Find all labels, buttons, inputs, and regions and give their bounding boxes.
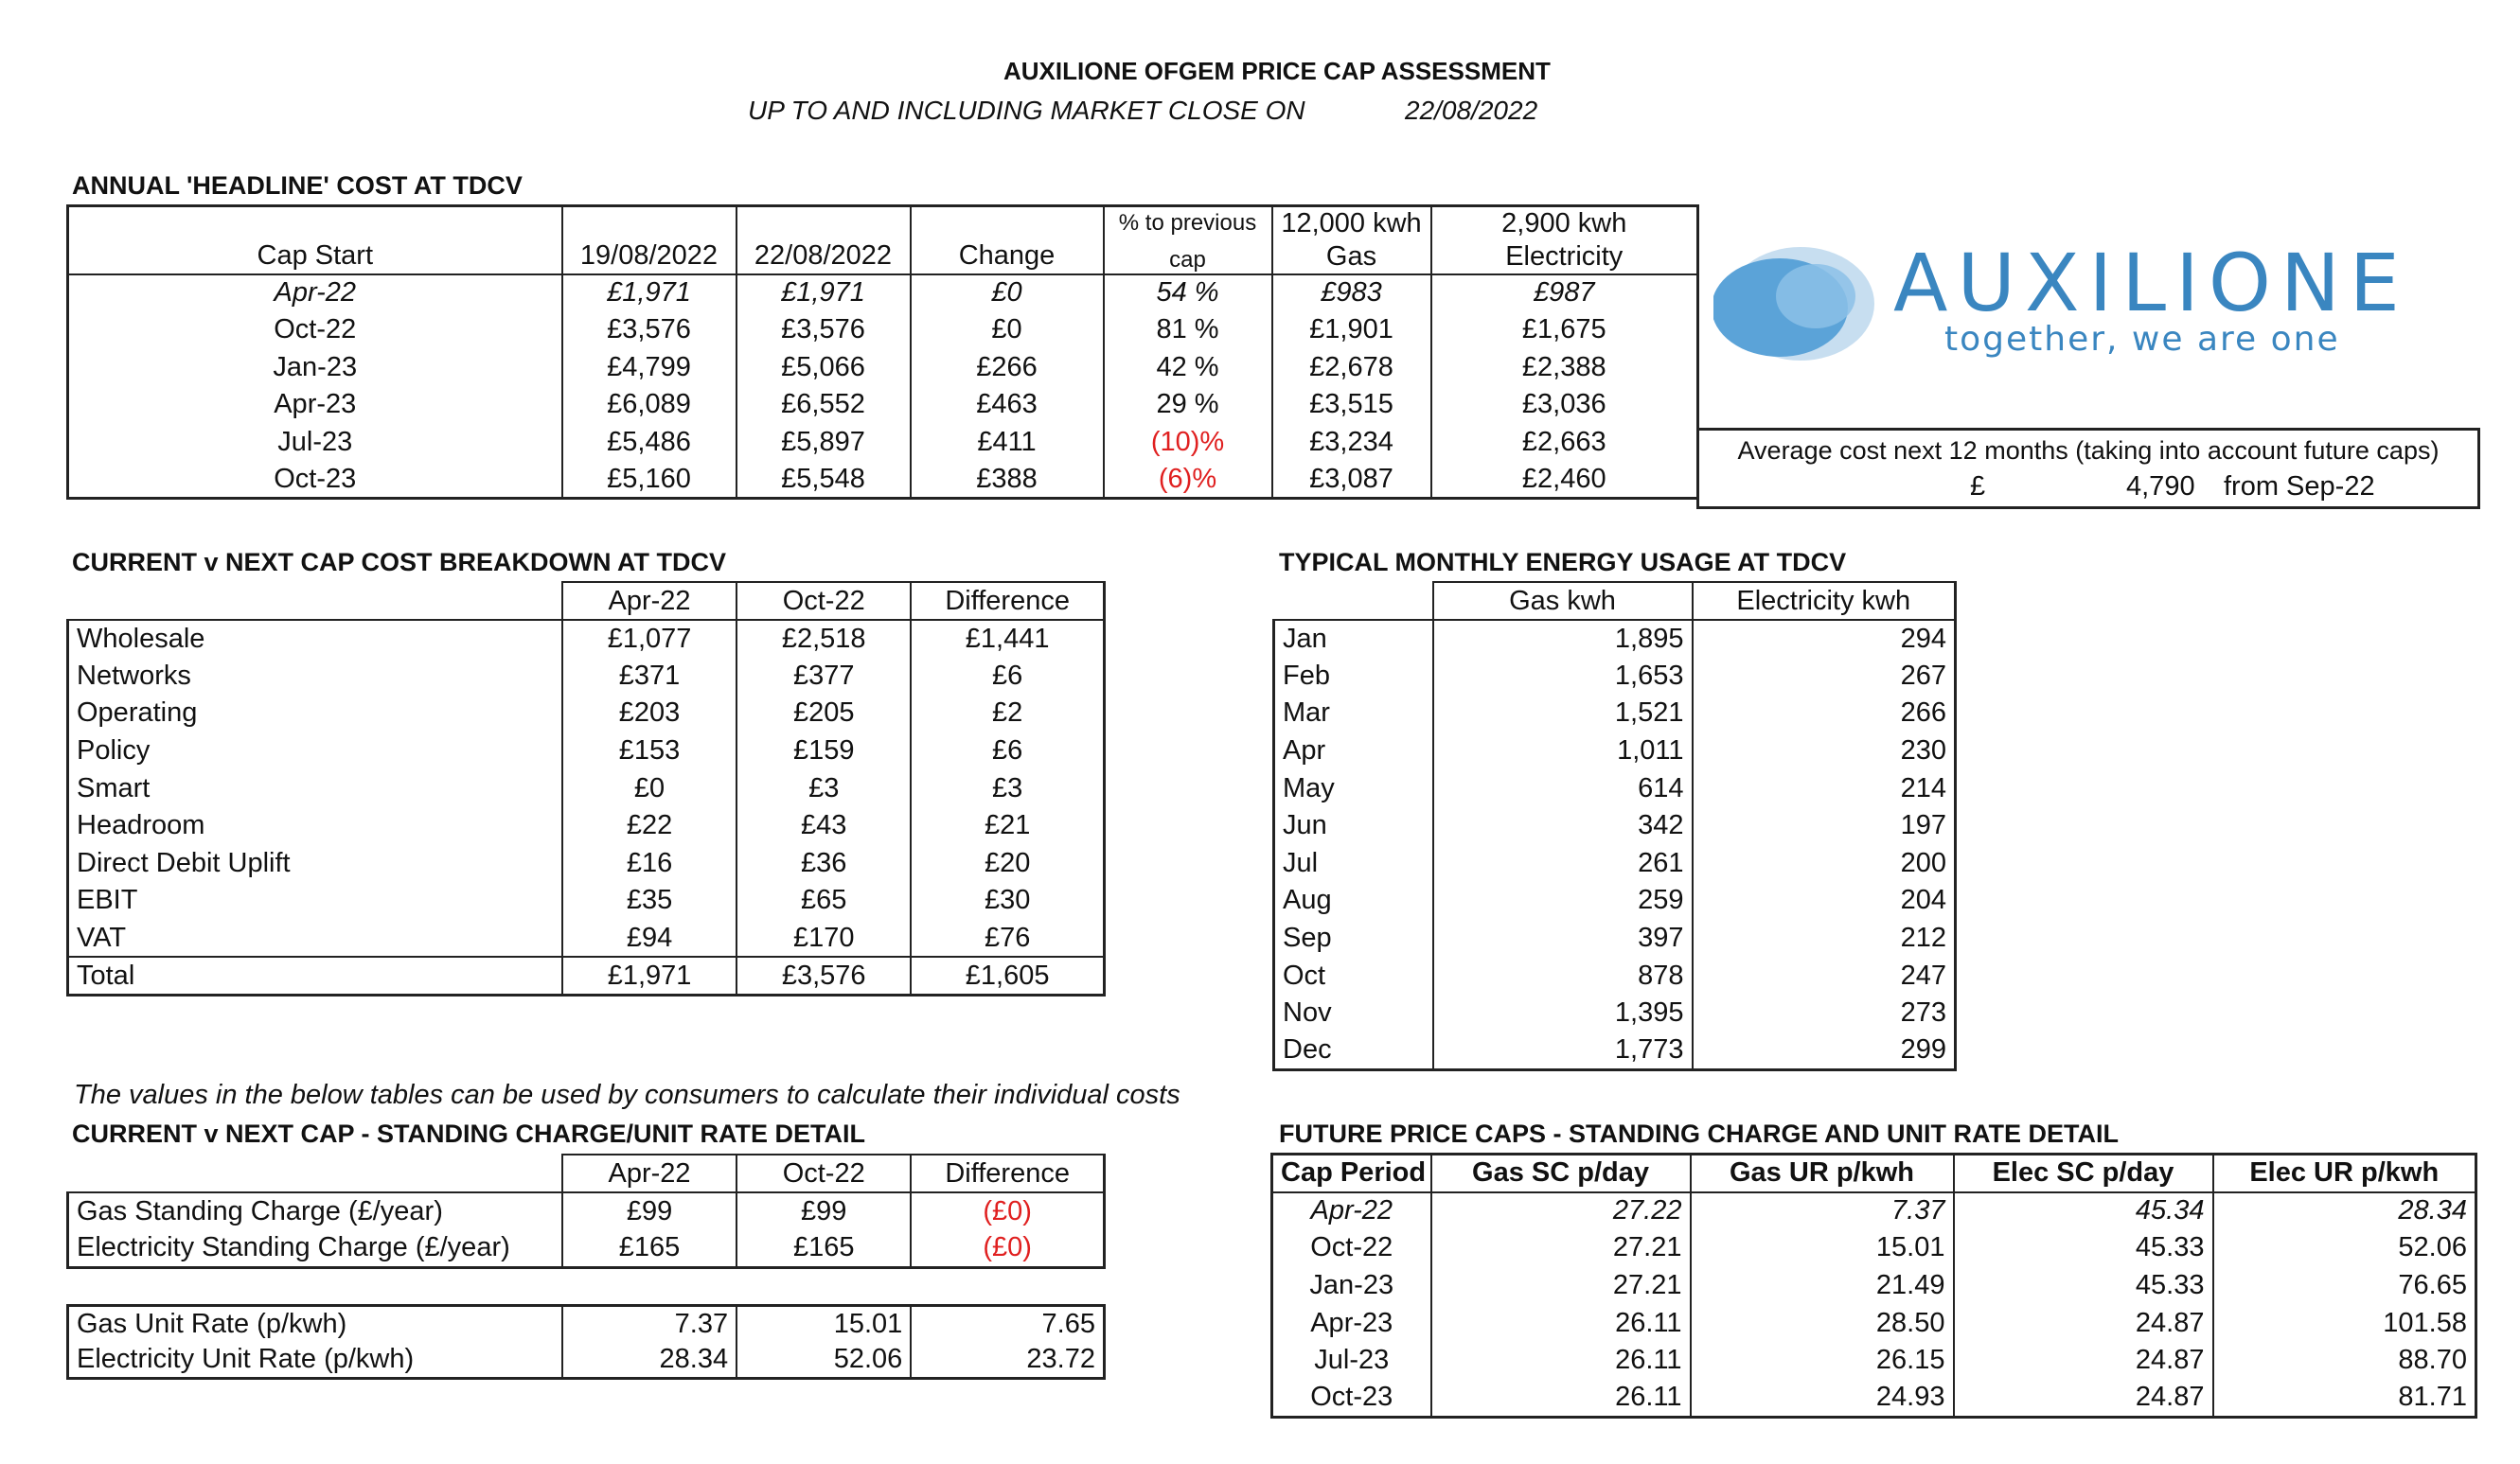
monthly-elec-cell: 267 bbox=[1693, 658, 1956, 696]
monthly-elec-cell: 266 bbox=[1693, 695, 1956, 732]
future-gas-ur-cell: 24.93 bbox=[1691, 1379, 1954, 1417]
col-cap-start: Cap Start bbox=[257, 239, 373, 271]
monthly-rows bbox=[1274, 620, 1956, 1069]
col-gas-line2: Gas bbox=[1272, 240, 1431, 274]
breakdown-oct22-cell: £170 bbox=[736, 920, 911, 958]
headline-gas-cost-cell: £983 bbox=[1272, 274, 1431, 312]
monthly-section-title: TYPICAL MONTHLY ENERGY USAGE AT TDCV bbox=[1279, 548, 1847, 576]
headline-change-cell: £411 bbox=[911, 424, 1104, 462]
headline-pct-previous-cell: 81 % bbox=[1104, 311, 1272, 349]
breakdown-oct22-cell: £43 bbox=[736, 807, 911, 845]
headline-gas-cost-cell: £3,234 bbox=[1272, 424, 1431, 462]
breakdown-total-apr22-cell: £1,971 bbox=[562, 957, 736, 995]
future-elec-sc-cell: 24.87 bbox=[1954, 1379, 2213, 1417]
breakdown-row bbox=[68, 695, 1105, 732]
headline-elec-cost-cell: £2,460 bbox=[1431, 461, 1698, 499]
breakdown-row bbox=[68, 658, 1105, 696]
headline-value-19-08-cell: £3,576 bbox=[562, 311, 736, 349]
headline-change-cell: £0 bbox=[911, 311, 1104, 349]
headline-elec-cost-cell: £987 bbox=[1431, 274, 1698, 312]
future-elec-ur-cell: 101.58 bbox=[2213, 1304, 2476, 1342]
breakdown-difference-cell: £6 bbox=[911, 732, 1104, 770]
standing-difference-cell: (£0) bbox=[911, 1192, 1104, 1230]
monthly-month-cell: Dec bbox=[1274, 1032, 1433, 1070]
future-col-gas-sc: Gas SC p/day bbox=[1431, 1155, 1691, 1192]
monthly-row bbox=[1274, 1032, 1956, 1070]
page-subtitle: UP TO AND INCLUDING MARKET CLOSE ON bbox=[748, 96, 1305, 125]
breakdown-total-oct22-cell: £3,576 bbox=[736, 957, 911, 995]
breakdown-table bbox=[66, 581, 1106, 997]
future-cap-row bbox=[1272, 1267, 2476, 1305]
breakdown-difference-cell: £76 bbox=[911, 920, 1104, 958]
monthly-elec-cell: 230 bbox=[1693, 732, 1956, 770]
breakdown-component-cell: VAT bbox=[68, 920, 562, 958]
assessment-date: 22/08/2022 bbox=[1405, 96, 1538, 125]
auxilione-logo-mark-icon bbox=[1713, 241, 1884, 374]
future-col-elec-sc: Elec SC p/day bbox=[1954, 1155, 2213, 1192]
headline-value-19-08-cell: £4,799 bbox=[562, 349, 736, 387]
headline-pct-previous-cell: 42 % bbox=[1104, 349, 1272, 387]
breakdown-apr22-cell: £0 bbox=[562, 769, 736, 807]
future-col-gas-ur: Gas UR p/kwh bbox=[1691, 1155, 1954, 1192]
headline-row bbox=[68, 461, 1698, 499]
monthly-gas-cell: 1,395 bbox=[1433, 995, 1693, 1032]
monthly-month-cell: Aug bbox=[1274, 882, 1433, 920]
breakdown-difference-cell: £20 bbox=[911, 845, 1104, 883]
breakdown-oct22-cell: £2,518 bbox=[736, 620, 911, 658]
future-elec-sc-cell: 45.33 bbox=[1954, 1267, 2213, 1305]
headline-change-cell: £0 bbox=[911, 274, 1104, 312]
headline-table bbox=[66, 204, 1699, 500]
breakdown-row bbox=[68, 769, 1105, 807]
monthly-gas-cell: 1,773 bbox=[1433, 1032, 1693, 1070]
headline-cap-start-cell: Oct-22 bbox=[274, 314, 357, 345]
future-section-title: FUTURE PRICE CAPS - STANDING CHARGE AND UNIT RATE DETAIL bbox=[1279, 1120, 2119, 1148]
standing-col-apr22: Apr-22 bbox=[562, 1155, 736, 1192]
breakdown-component-cell: Wholesale bbox=[68, 620, 562, 658]
breakdown-rows bbox=[68, 620, 1105, 995]
monthly-gas-cell: 1,521 bbox=[1433, 695, 1693, 732]
future-cap-row bbox=[1272, 1229, 2476, 1267]
monthly-row bbox=[1274, 769, 1956, 807]
standing-section-title: CURRENT v NEXT CAP - STANDING CHARGE/UNIT RATE DETAIL bbox=[72, 1120, 866, 1148]
future-elec-sc-cell: 45.34 bbox=[1954, 1192, 2213, 1230]
monthly-month-cell: Jul bbox=[1274, 845, 1433, 883]
standing-charge-row bbox=[68, 1230, 1105, 1268]
monthly-col-elec: Electricity kwh bbox=[1693, 582, 1956, 620]
breakdown-oct22-cell: £3 bbox=[736, 769, 911, 807]
breakdown-col-difference: Difference bbox=[911, 582, 1104, 620]
monthly-month-cell: Jun bbox=[1274, 807, 1433, 845]
monthly-elec-cell: 204 bbox=[1693, 882, 1956, 920]
breakdown-total-row bbox=[68, 957, 1105, 995]
headline-row bbox=[68, 386, 1698, 424]
breakdown-col-apr22: Apr-22 bbox=[562, 582, 736, 620]
standing-label-cell: Electricity Standing Charge (£/year) bbox=[68, 1230, 562, 1268]
headline-pct-previous-cell: 29 % bbox=[1104, 386, 1272, 424]
future-cap-row bbox=[1272, 1304, 2476, 1342]
future-elec-ur-cell: 52.06 bbox=[2213, 1229, 2476, 1267]
future-elec-ur-cell: 28.34 bbox=[2213, 1192, 2476, 1230]
monthly-month-cell: May bbox=[1274, 769, 1433, 807]
breakdown-oct22-cell: £377 bbox=[736, 658, 911, 696]
headline-value-22-08-cell: £1,971 bbox=[736, 274, 911, 312]
headline-cap-start-cell: Jul-23 bbox=[277, 426, 353, 457]
headline-value-19-08-cell: £1,971 bbox=[562, 274, 736, 312]
future-col-elec-ur: Elec UR p/kwh bbox=[2213, 1155, 2476, 1192]
headline-elec-cost-cell: £3,036 bbox=[1431, 386, 1698, 424]
monthly-gas-cell: 397 bbox=[1433, 920, 1693, 958]
future-gas-ur-cell: 21.49 bbox=[1691, 1267, 1954, 1305]
monthly-elec-cell: 294 bbox=[1693, 620, 1956, 658]
headline-gas-cost-cell: £1,901 bbox=[1272, 311, 1431, 349]
future-elec-sc-cell: 45.33 bbox=[1954, 1229, 2213, 1267]
breakdown-row bbox=[68, 845, 1105, 883]
future-gas-sc-cell: 26.11 bbox=[1431, 1304, 1691, 1342]
headline-row bbox=[68, 349, 1698, 387]
future-gas-ur-cell: 7.37 bbox=[1691, 1192, 1954, 1230]
col-pct-line2: cap bbox=[1104, 240, 1272, 274]
future-period-cell: Apr-23 bbox=[1310, 1307, 1393, 1338]
consumer-note: The values in the below tables can be used by consumers to calculate their individual costs bbox=[74, 1080, 1180, 1110]
breakdown-total-difference-cell: £1,605 bbox=[911, 957, 1104, 995]
monthly-month-cell: Jan bbox=[1274, 620, 1433, 658]
headline-change-cell: £463 bbox=[911, 386, 1104, 424]
monthly-gas-cell: 1,895 bbox=[1433, 620, 1693, 658]
monthly-elec-cell: 299 bbox=[1693, 1032, 1956, 1070]
breakdown-component-cell: EBIT bbox=[68, 882, 562, 920]
monthly-row bbox=[1274, 658, 1956, 696]
future-gas-ur-cell: 26.15 bbox=[1691, 1342, 1954, 1380]
breakdown-oct22-cell: £205 bbox=[736, 695, 911, 732]
breakdown-component-cell: Policy bbox=[68, 732, 562, 770]
breakdown-component-cell: Networks bbox=[68, 658, 562, 696]
unit-rate-row bbox=[68, 1306, 1105, 1343]
col-elec-line2: Electricity bbox=[1431, 240, 1698, 274]
future-gas-ur-cell: 28.50 bbox=[1691, 1304, 1954, 1342]
standing-label-cell: Gas Standing Charge (£/year) bbox=[68, 1192, 562, 1230]
headline-gas-cost-cell: £3,515 bbox=[1272, 386, 1431, 424]
standing-col-oct22: Oct-22 bbox=[736, 1155, 911, 1192]
breakdown-row bbox=[68, 620, 1105, 658]
breakdown-section-title: CURRENT v NEXT CAP COST BREAKDOWN AT TDCV bbox=[72, 548, 727, 576]
monthly-gas-cell: 1,011 bbox=[1433, 732, 1693, 770]
headline-gas-cost-cell: £3,087 bbox=[1272, 461, 1431, 499]
headline-value-22-08-cell: £6,552 bbox=[736, 386, 911, 424]
headline-cap-start-cell: Jan-23 bbox=[273, 351, 358, 382]
headline-value-19-08-cell: £5,160 bbox=[562, 461, 736, 499]
monthly-row bbox=[1274, 882, 1956, 920]
monthly-row bbox=[1274, 957, 1956, 995]
breakdown-oct22-cell: £65 bbox=[736, 882, 911, 920]
page-title: AUXILIONE OFGEM PRICE CAP ASSESSMENT bbox=[1003, 57, 1551, 85]
unit-rate-difference-cell: 23.72 bbox=[911, 1342, 1104, 1379]
headline-cap-start-cell: Apr-23 bbox=[274, 389, 357, 420]
headline-cap-start-cell: Oct-23 bbox=[274, 463, 357, 494]
future-cap-row bbox=[1272, 1379, 2476, 1417]
monthly-table bbox=[1272, 581, 1957, 1071]
monthly-gas-cell: 259 bbox=[1433, 882, 1693, 920]
future-period-cell: Jan-23 bbox=[1309, 1269, 1394, 1300]
future-period-cell: Jul-23 bbox=[1314, 1345, 1390, 1376]
monthly-month-cell: Mar bbox=[1274, 695, 1433, 732]
unit-rate-oct22-cell: 15.01 bbox=[736, 1306, 911, 1343]
future-period-cell: Oct-22 bbox=[1310, 1232, 1393, 1263]
future-cap-row bbox=[1272, 1342, 2476, 1380]
headline-row bbox=[68, 274, 1698, 312]
unit-rate-label-cell: Gas Unit Rate (p/kwh) bbox=[77, 1309, 347, 1339]
col-pct-line1: % to previous bbox=[1104, 206, 1272, 240]
monthly-month-cell: Apr bbox=[1274, 732, 1433, 770]
unit-rate-difference-cell: 7.65 bbox=[911, 1306, 1104, 1343]
breakdown-row bbox=[68, 882, 1105, 920]
standing-charge-rows bbox=[68, 1192, 1105, 1267]
headline-gas-cost-cell: £2,678 bbox=[1272, 349, 1431, 387]
headline-value-22-08-cell: £3,576 bbox=[736, 311, 911, 349]
unit-rate-rows bbox=[68, 1306, 1105, 1379]
future-elec-ur-cell: 81.71 bbox=[2213, 1379, 2476, 1417]
average-cost-currency: £ bbox=[1970, 471, 1986, 502]
headline-value-22-08-cell: £5,897 bbox=[736, 424, 911, 462]
unit-rate-apr22-cell: 7.37 bbox=[562, 1306, 736, 1343]
monthly-elec-cell: 247 bbox=[1693, 957, 1956, 995]
breakdown-apr22-cell: £153 bbox=[562, 732, 736, 770]
average-cost-value: 4,790 bbox=[2126, 471, 2195, 502]
future-gas-sc-cell: 27.22 bbox=[1431, 1192, 1691, 1230]
future-elec-sc-cell: 24.87 bbox=[1954, 1304, 2213, 1342]
breakdown-component-cell: Smart bbox=[68, 769, 562, 807]
breakdown-component-cell: Direct Debit Uplift bbox=[68, 845, 562, 883]
future-gas-sc-cell: 26.11 bbox=[1431, 1379, 1691, 1417]
future-gas-sc-cell: 27.21 bbox=[1431, 1229, 1691, 1267]
monthly-month-cell: Oct bbox=[1274, 957, 1433, 995]
headline-value-19-08-cell: £6,089 bbox=[562, 386, 736, 424]
unit-rate-row bbox=[68, 1342, 1105, 1379]
breakdown-total-component-cell: Total bbox=[68, 957, 562, 995]
logo-wordmark: AUXILIONE bbox=[1893, 237, 2409, 329]
future-gas-ur-cell: 15.01 bbox=[1691, 1229, 1954, 1267]
headline-pct-previous-cell: 54 % bbox=[1104, 274, 1272, 312]
headline-section-title: ANNUAL 'HEADLINE' COST AT TDCV bbox=[72, 171, 523, 200]
unit-rate-table bbox=[66, 1304, 1106, 1380]
monthly-gas-cell: 342 bbox=[1433, 807, 1693, 845]
future-period-cell: Oct-23 bbox=[1310, 1382, 1393, 1413]
future-period-cell: Apr-22 bbox=[1310, 1195, 1393, 1226]
future-elec-ur-cell: 88.70 bbox=[2213, 1342, 2476, 1380]
breakdown-difference-cell: £3 bbox=[911, 769, 1104, 807]
monthly-month-cell: Feb bbox=[1274, 658, 1433, 696]
headline-pct-previous-cell: (10)% bbox=[1104, 424, 1272, 462]
unit-rate-apr22-cell: 28.34 bbox=[562, 1342, 736, 1379]
breakdown-difference-cell: £30 bbox=[911, 882, 1104, 920]
monthly-gas-cell: 1,653 bbox=[1433, 658, 1693, 696]
unit-rate-oct22-cell: 52.06 bbox=[736, 1342, 911, 1379]
headline-change-cell: £388 bbox=[911, 461, 1104, 499]
monthly-elec-cell: 197 bbox=[1693, 807, 1956, 845]
standing-difference-cell: (£0) bbox=[911, 1230, 1104, 1268]
breakdown-difference-cell: £21 bbox=[911, 807, 1104, 845]
breakdown-oct22-cell: £36 bbox=[736, 845, 911, 883]
monthly-month-cell: Nov bbox=[1274, 995, 1433, 1032]
average-cost-box bbox=[1696, 428, 2480, 509]
standing-apr22-cell: £165 bbox=[562, 1230, 736, 1268]
headline-row bbox=[68, 311, 1698, 349]
monthly-gas-cell: 261 bbox=[1433, 845, 1693, 883]
monthly-col-gas: Gas kwh bbox=[1433, 582, 1693, 620]
col-gas-line1: 12,000 kwh bbox=[1272, 206, 1431, 240]
standing-oct22-cell: £99 bbox=[736, 1192, 911, 1230]
breakdown-component-cell: Headroom bbox=[68, 807, 562, 845]
breakdown-oct22-cell: £159 bbox=[736, 732, 911, 770]
monthly-elec-cell: 200 bbox=[1693, 845, 1956, 883]
col-date-1: 19/08/2022 bbox=[562, 206, 736, 274]
headline-rows bbox=[68, 274, 1698, 499]
standing-oct22-cell: £165 bbox=[736, 1230, 911, 1268]
headline-row bbox=[68, 424, 1698, 462]
headline-elec-cost-cell: £2,663 bbox=[1431, 424, 1698, 462]
monthly-gas-cell: 878 bbox=[1433, 957, 1693, 995]
monthly-row bbox=[1274, 732, 1956, 770]
breakdown-apr22-cell: £35 bbox=[562, 882, 736, 920]
monthly-month-cell: Sep bbox=[1274, 920, 1433, 958]
future-cap-row bbox=[1272, 1192, 2476, 1230]
future-col-period: Cap Period bbox=[1272, 1155, 1431, 1192]
breakdown-apr22-cell: £371 bbox=[562, 658, 736, 696]
future-caps-rows bbox=[1272, 1192, 2476, 1418]
breakdown-apr22-cell: £1,077 bbox=[562, 620, 736, 658]
monthly-row bbox=[1274, 845, 1956, 883]
col-date-2: 22/08/2022 bbox=[736, 206, 911, 274]
breakdown-apr22-cell: £94 bbox=[562, 920, 736, 958]
breakdown-component-cell: Operating bbox=[68, 695, 562, 732]
unit-rate-label-cell: Electricity Unit Rate (p/kwh) bbox=[77, 1344, 415, 1374]
monthly-elec-cell: 273 bbox=[1693, 995, 1956, 1032]
headline-cap-start-cell: Apr-22 bbox=[68, 274, 562, 312]
monthly-gas-cell: 614 bbox=[1433, 769, 1693, 807]
monthly-elec-cell: 214 bbox=[1693, 769, 1956, 807]
breakdown-row bbox=[68, 920, 1105, 958]
standing-col-difference: Difference bbox=[911, 1155, 1104, 1192]
future-elec-ur-cell: 76.65 bbox=[2213, 1267, 2476, 1305]
future-gas-sc-cell: 27.21 bbox=[1431, 1267, 1691, 1305]
breakdown-col-oct22: Oct-22 bbox=[736, 582, 911, 620]
breakdown-row bbox=[68, 807, 1105, 845]
standing-apr22-cell: £99 bbox=[562, 1192, 736, 1230]
headline-elec-cost-cell: £2,388 bbox=[1431, 349, 1698, 387]
breakdown-difference-cell: £1,441 bbox=[911, 620, 1104, 658]
col-change: Change bbox=[911, 206, 1104, 274]
monthly-row bbox=[1274, 807, 1956, 845]
headline-elec-cost-cell: £1,675 bbox=[1431, 311, 1698, 349]
headline-change-cell: £266 bbox=[911, 349, 1104, 387]
logo-tagline: together, we are one bbox=[1944, 320, 2340, 359]
standing-charge-table bbox=[66, 1154, 1106, 1269]
future-elec-sc-cell: 24.87 bbox=[1954, 1342, 2213, 1380]
headline-value-19-08-cell: £5,486 bbox=[562, 424, 736, 462]
future-gas-sc-cell: 26.11 bbox=[1431, 1342, 1691, 1380]
monthly-row bbox=[1274, 995, 1956, 1032]
col-elec-line1: 2,900 kwh bbox=[1431, 206, 1698, 240]
monthly-row bbox=[1274, 695, 1956, 732]
headline-value-22-08-cell: £5,548 bbox=[736, 461, 911, 499]
headline-value-22-08-cell: £5,066 bbox=[736, 349, 911, 387]
breakdown-apr22-cell: £16 bbox=[562, 845, 736, 883]
future-caps-table bbox=[1270, 1153, 2477, 1419]
breakdown-row bbox=[68, 732, 1105, 770]
breakdown-apr22-cell: £22 bbox=[562, 807, 736, 845]
average-cost-label: Average cost next 12 months (taking into account future caps) bbox=[1737, 436, 2440, 465]
monthly-row bbox=[1274, 620, 1956, 658]
breakdown-difference-cell: £6 bbox=[911, 658, 1104, 696]
average-cost-from: from Sep-22 bbox=[2224, 471, 2375, 502]
monthly-elec-cell: 212 bbox=[1693, 920, 1956, 958]
breakdown-difference-cell: £2 bbox=[911, 695, 1104, 732]
standing-charge-row bbox=[68, 1192, 1105, 1230]
breakdown-apr22-cell: £203 bbox=[562, 695, 736, 732]
headline-pct-previous-cell: (6)% bbox=[1104, 461, 1272, 499]
monthly-row bbox=[1274, 920, 1956, 958]
